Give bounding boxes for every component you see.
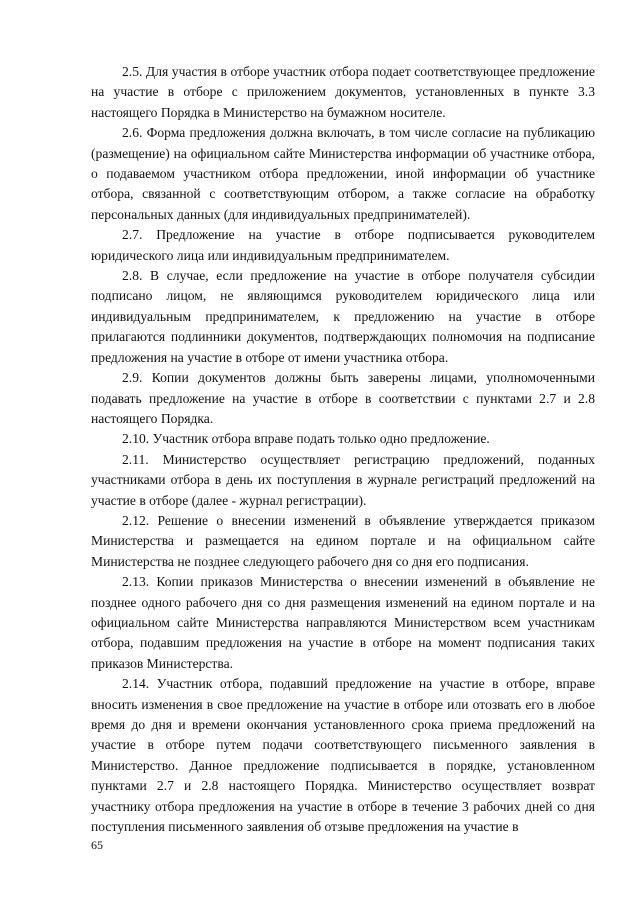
paragraph-2-9: 2.9. Копии документов должны быть заверены лицами, уполномоченными подавать предложение на участие в отборе в соответствии с пунктами 2.7 и 2.8 настоящего Порядка. bbox=[91, 370, 595, 426]
document-body bbox=[91, 62, 595, 837]
paragraph-2-11: 2.11. Министерство осуществляет регистрацию предложений, поданных участниками отбора в день их поступления в журнале регистраций предложений на участие в отборе (далее - журнал регистрации). bbox=[91, 451, 595, 508]
paragraph-2-5: 2.5. Для участия в отборе участник отбора подает соответствующее предложение на участие в отборе с приложением документов, установленных в пункте 3.3 настоящего Порядка в Министерство на бумажном носителе. bbox=[91, 64, 595, 120]
paragraph-2-8: 2.8. В случае, если предложение на участие в отборе получателя субсидии подписано лицом, не являющимся руководителем юридического лица или индивидуальным предпринимателем, к предложению на участие в отборе прилагаются подлинники документов, подтверждающих полномочия на подписание предложения на участие в отборе от имени участника отбора. bbox=[91, 268, 595, 365]
paragraph-2-7: 2.7. Предложение на участие в отборе подписывается руководителем юридического лица или индивидуальным предпринимателем. bbox=[91, 227, 595, 263]
paragraph-2-6: 2.6. Форма предложения должна включать, в том числе согласие на публикацию (размещение) на официальном сайте Министерства информации об участнике отбора, о подаваемом участником отбора предложении, иной информации об участнике отбора, связанной с соответствующим отбором, а также согласие на обработку персональных данных (для индивидуальных предпринимателей). bbox=[91, 125, 595, 222]
paragraph-2-13: 2.13. Копии приказов Министерства о внесении изменений в объявление не позднее одного рабочего дня со дня размещения изменений на едином портале и на официальном сайте Министерства направляются Министерством всем участникам отбора, подавшим предложения на участие в отборе на момент подписания таких приказов Министерства. bbox=[91, 574, 595, 671]
paragraph-2-12: 2.12. Решение о внесении изменений в объявление утверждается приказом Министерства и размещается на едином портале и на официальном сайте Министерства не позднее следующего рабочего дня со дня его подписания. bbox=[91, 512, 595, 569]
page-number: 65 bbox=[91, 838, 103, 852]
paragraph-2-14: 2.14. Участник отбора, подавший предложение на участие в отборе, вправе вносить изменения в свое предложение на участие в отборе или отозвать его в любое время до дня и времени окончания установленного срока приема предложений на участие в отборе путем подачи соответствующего письменного заявления в Министерство. Данное предложение подписывается в порядке, установленном пунктами 2.7 и 2.8 настоящего Порядка. Министерство осуществляет возврат участнику отбора предложения на участие в отборе в течение 3 рабочих дней со дня поступления письменного заявления об отзыве предложения на участие в bbox=[91, 676, 595, 835]
paragraph-2-10: 2.10. Участник отбора вправе подать только одно предложение. bbox=[122, 431, 490, 447]
